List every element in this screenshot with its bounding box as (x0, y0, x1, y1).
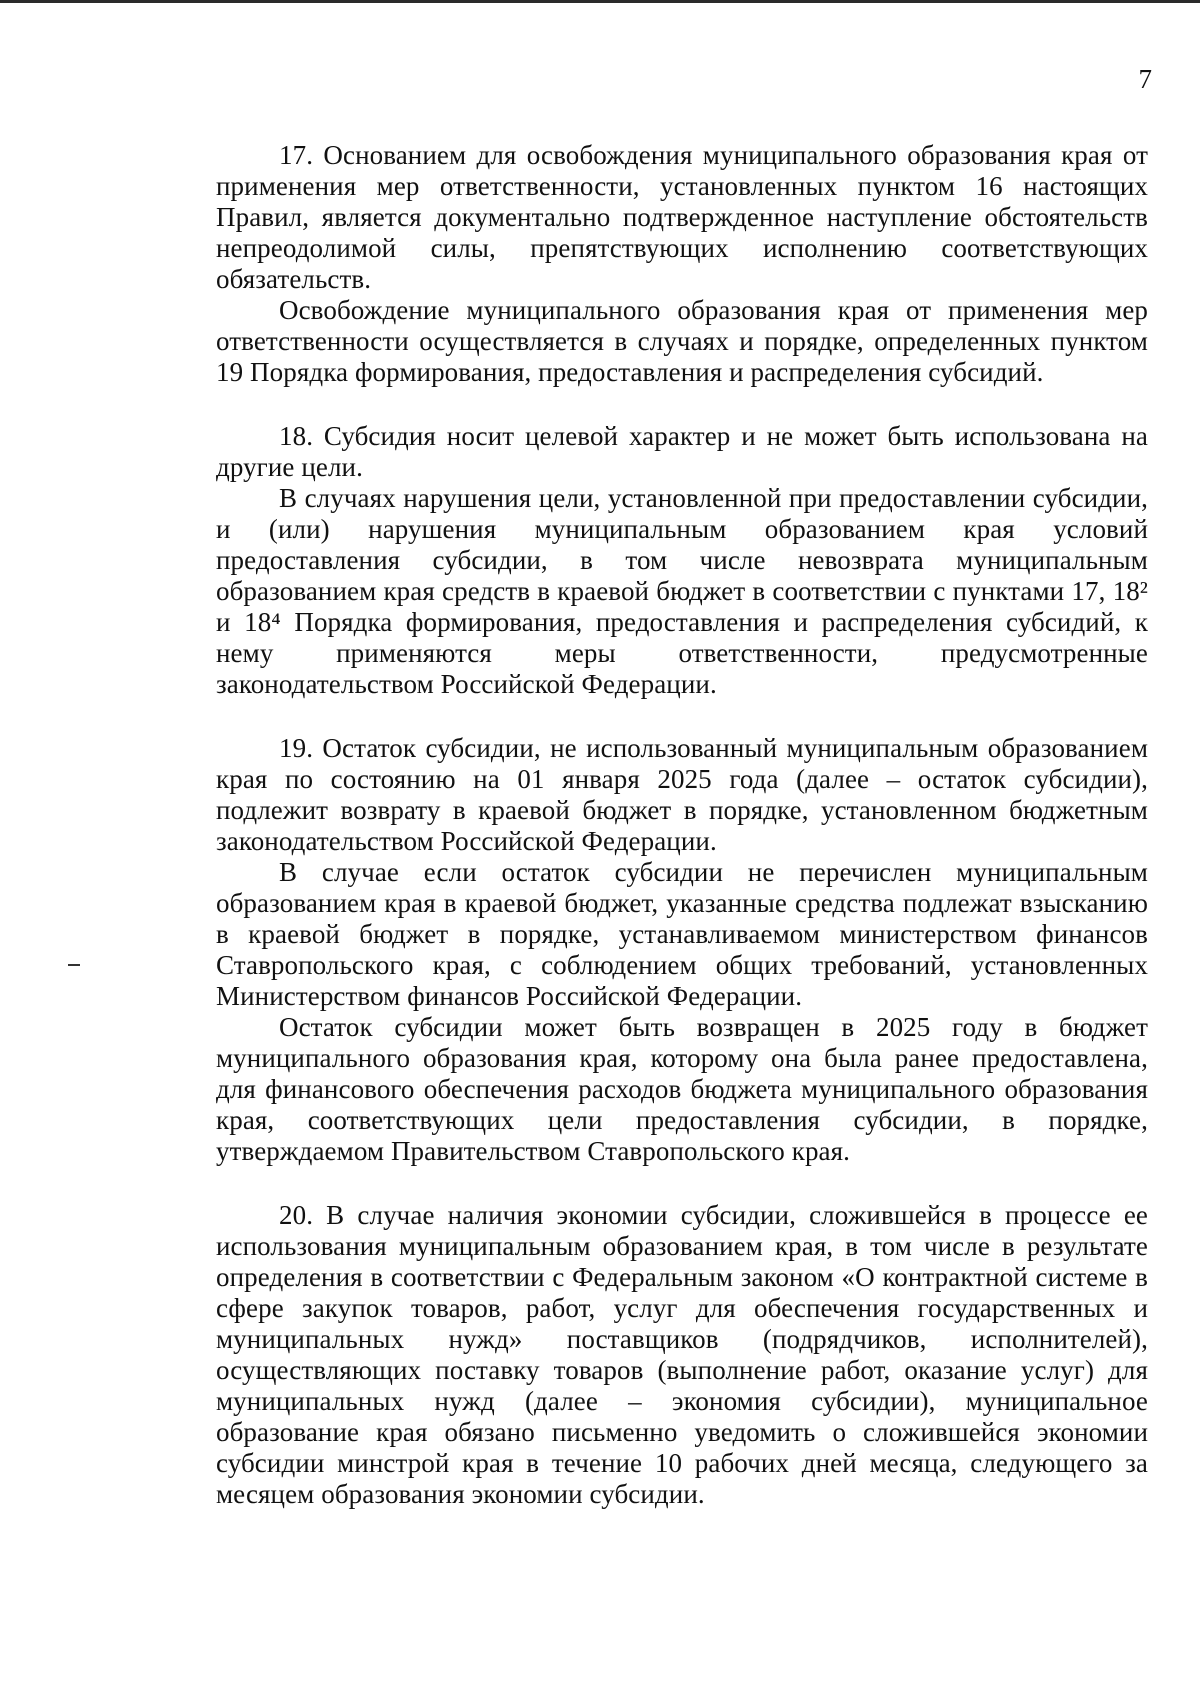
paragraph: В случаях нарушения цели, установленной при предоставлении субсидии, и (или) нарушения муниципальным образованием края условий предоставления субсидии, в том числе невозврата муниципальным образованием края средств в краевой бюджет в соответствии с пунктами 17, 18² и 18⁴ Порядка формирования, предоставления и распределения субсидий, к нему применяются меры ответственности, предусмотренные законодательством Российской Федерации. (216, 483, 1148, 699)
scan-artifact-mark (68, 964, 80, 966)
section-gap (216, 1167, 1148, 1200)
paragraph: 18. Субсидия носит целевой характер и не может быть использована на другие цели. (216, 421, 1148, 482)
paragraph: Остаток субсидии может быть возвращен в 2025 году в бюджет муниципального образования края, которому она была ранее предоставлена, для финансового обеспечения расходов бюджета муниципального образования края, соответствующих цели предоставления субсидии, в порядке, утверждаемом Правительством Ставропольского края. (216, 1012, 1148, 1166)
section-gap (216, 388, 1148, 421)
document-body (216, 140, 1148, 1510)
paragraph: 17. Основанием для освобождения муниципального образования края от применения мер ответственности, установленных пунктом 16 настоящих Правил, является документально подтвержденное наступление обстоятельств непреодолимой силы, препятствующих исполнению соответствующих обязательств. (216, 140, 1148, 294)
section-gap (216, 700, 1148, 733)
paragraph: В случае если остаток субсидии не перечислен муниципальным образованием края в краевой бюджет, указанные средства подлежат взысканию в краевой бюджет в порядке, устанавливаемом министерством финансов Ставропольского края, с соблюдением общих требований, установленных Министерством финансов Российской Федерации. (216, 857, 1148, 1011)
section-item-19 (216, 733, 1148, 1167)
page-number: 7 (1138, 64, 1152, 94)
paragraph: 19. Остаток субсидии, не использованный муниципальным образованием края по состоянию на 01 января 2025 года (далее – остаток субсидии), подлежит возврату в краевой бюджет в порядке, установленном бюджетным законодательством Российской Федерации. (216, 733, 1148, 856)
paragraph: Освобождение муниципального образования края от применения мер ответственности осуществляется в случаях и порядке, определенных пунктом 19 Порядка формирования, предоставления и распределения субсидий. (216, 295, 1148, 387)
section-item-18 (216, 421, 1148, 700)
section-item-20 (216, 1200, 1148, 1510)
paragraph: 20. В случае наличия экономии субсидии, сложившейся в процессе ее использования муниципальным образованием края, в том числе в результате определения в соответствии с Федеральным законом «О контрактной системе в сфере закупок товаров, работ, услуг для обеспечения государственных и муниципальных нужд» поставщиков (подрядчиков, исполнителей), осуществляющих поставку товаров (выполнение работ, оказание услуг) для муниципальных нужд (далее – экономия субсидии), муниципальное образование края обязано письменно уведомить о сложившейся экономии субсидии минстрой края в течение 10 рабочих дней месяца, следующего за месяцем образования экономии субсидии. (216, 1200, 1148, 1509)
section-item-17 (216, 140, 1148, 388)
scan-top-border (0, 0, 1200, 3)
